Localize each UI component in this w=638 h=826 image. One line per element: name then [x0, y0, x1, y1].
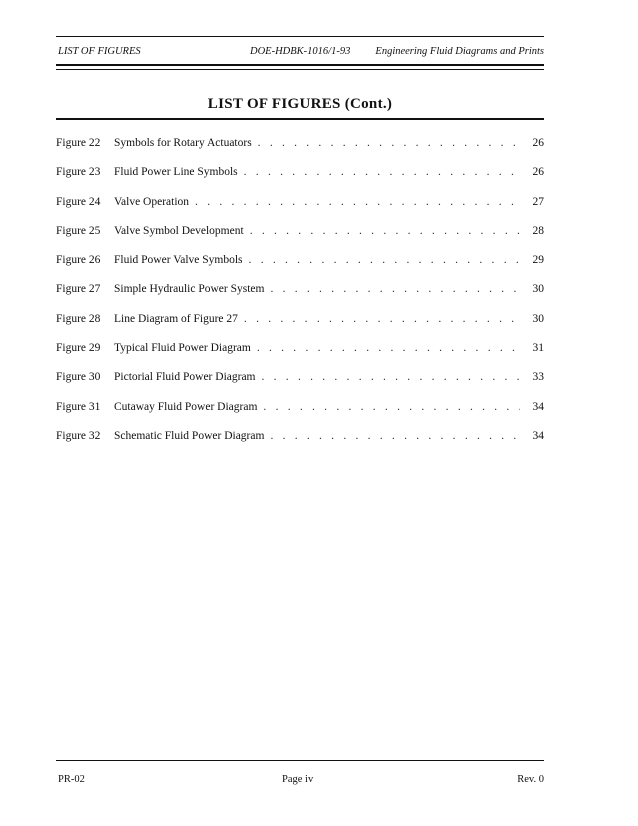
figure-number: Figure 22	[56, 137, 101, 149]
figure-entry[interactable]	[56, 135, 544, 164]
figure-title: Schematic Fluid Power Diagram	[114, 429, 265, 442]
figure-page-number: 33	[532, 371, 544, 384]
figure-page-number: 27	[532, 195, 544, 208]
dot-leader	[257, 340, 520, 356]
figure-page-number: 30	[532, 283, 544, 296]
figure-number: Figure 29	[56, 342, 101, 355]
footer-module-label: PR-02	[58, 774, 85, 785]
dot-leader	[258, 135, 520, 151]
figure-page-number: 34	[532, 429, 544, 442]
figure-entry[interactable]	[56, 399, 544, 428]
dot-leader	[270, 281, 520, 297]
figure-page-number: 29	[532, 254, 544, 267]
figure-page-number: 30	[532, 312, 544, 325]
figure-title: Symbols for Rotary Actuators	[114, 137, 252, 149]
header-bottom-rule-thick	[56, 64, 544, 66]
figure-number: Figure 24	[56, 195, 101, 208]
dot-leader	[250, 223, 520, 239]
dot-leader	[263, 399, 520, 415]
running-footer	[56, 772, 544, 788]
figure-title: Valve Operation	[114, 195, 190, 208]
figure-number: Figure 30	[56, 371, 101, 384]
figure-number: Figure 28	[56, 312, 101, 325]
figure-page-number: 31	[532, 342, 544, 355]
figure-title: Valve Symbol Development	[114, 224, 244, 237]
dot-leader	[262, 369, 521, 385]
figure-number: Figure 25	[56, 224, 101, 237]
figure-entry[interactable]	[56, 428, 544, 457]
dot-leader	[249, 252, 520, 268]
figure-entry[interactable]	[56, 164, 544, 193]
header-document-number: DOE-HDBK-1016/1-93	[250, 46, 351, 57]
figure-title: Simple Hydraulic Power System	[114, 283, 265, 296]
header-document-title: Engineering Fluid Diagrams and Prints	[375, 46, 544, 57]
figure-entry[interactable]	[56, 223, 544, 252]
dot-leader	[195, 194, 520, 210]
figure-title: Cutaway Fluid Power Diagram	[114, 400, 258, 413]
figure-entry[interactable]	[56, 340, 544, 369]
figure-page-number: 34	[532, 400, 544, 413]
figure-page-number: 28	[532, 224, 544, 237]
figure-page-number: 26	[532, 137, 544, 149]
figure-page-number: 26	[532, 166, 544, 179]
running-header	[56, 44, 544, 60]
header-top-rule	[56, 36, 544, 37]
footer-revision: Rev. 0	[517, 774, 544, 785]
dot-leader	[244, 164, 520, 180]
dot-leader	[270, 428, 520, 444]
figure-list	[56, 135, 544, 457]
figure-number: Figure 31	[56, 400, 101, 413]
figure-entry[interactable]	[56, 194, 544, 223]
dot-leader	[244, 311, 520, 327]
figure-title: Typical Fluid Power Diagram	[114, 342, 251, 355]
figure-title: Pictorial Fluid Power Diagram	[114, 371, 256, 384]
figure-title: Fluid Power Line Symbols	[114, 166, 238, 179]
page-title: LIST OF FIGURES (Cont.)	[207, 96, 393, 112]
figure-entry[interactable]	[56, 281, 544, 310]
figure-title: Line Diagram of Figure 27	[114, 312, 238, 325]
figure-title: Fluid Power Valve Symbols	[114, 254, 243, 267]
title-underline	[56, 118, 544, 120]
footer-top-rule	[56, 760, 544, 761]
figure-number: Figure 32	[56, 429, 101, 442]
figure-entry[interactable]	[56, 369, 544, 398]
figure-number: Figure 27	[56, 283, 101, 296]
figure-entry[interactable]	[56, 252, 544, 281]
header-section-label: LIST OF FIGURES	[58, 46, 141, 57]
figure-number: Figure 26	[56, 254, 101, 267]
header-bottom-rule-thin	[56, 69, 544, 70]
footer-page-number: Page iv	[282, 774, 314, 785]
figure-number: Figure 23	[56, 166, 101, 179]
figure-entry[interactable]	[56, 311, 544, 340]
